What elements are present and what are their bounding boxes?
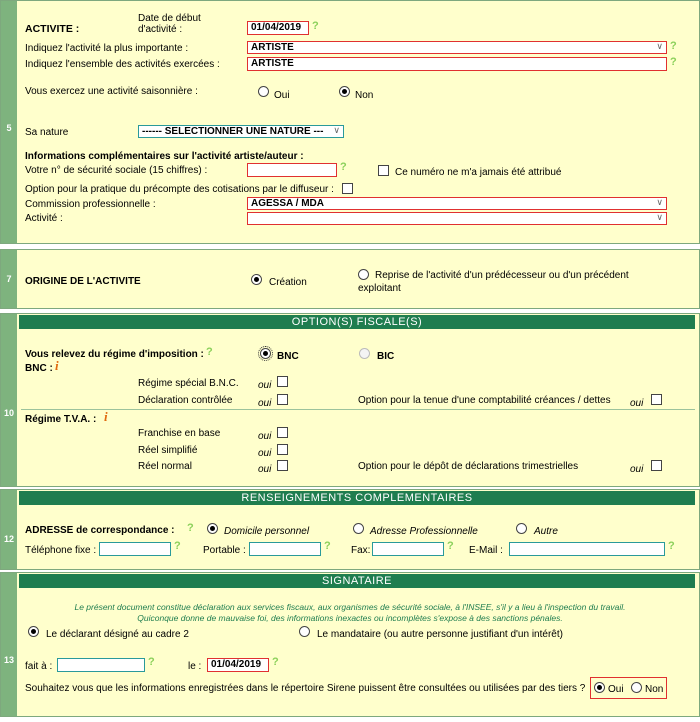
sirene-question: Souhaitez vous que les informations enregistrées dans le répertoire Sirene puissent être consultées ou utilisées par des tiers ?	[25, 683, 586, 694]
reel-simplifie-checkbox[interactable]	[277, 444, 288, 455]
reel-normal-checkbox[interactable]	[277, 460, 288, 471]
date-debut-label: Date de début	[138, 13, 201, 24]
reprise-label-2: exploitant	[358, 283, 401, 294]
oui-label: oui	[258, 398, 272, 409]
info-complementaires-label: Informations complémentaires sur l'activité artiste/auteur :	[25, 151, 304, 162]
oui-label: oui	[258, 431, 272, 442]
section-origine	[0, 249, 700, 309]
info-icon[interactable]: i	[55, 358, 59, 373]
fait-a-label: fait à :	[25, 661, 53, 672]
creation-label: Création	[269, 277, 307, 288]
adresse-label: ADRESSE de correspondance :	[25, 525, 175, 536]
info-icon[interactable]: i	[104, 409, 108, 424]
precompte-label: Option pour la pratique du précompte des cotisations par le diffuseur :	[25, 184, 334, 195]
section-renseignements	[0, 489, 700, 570]
oui-label: oui	[630, 464, 644, 475]
tel-fixe-label: Téléphone fixe :	[25, 545, 97, 556]
bic-radio[interactable]	[359, 348, 370, 359]
sirene-oui-radio[interactable]	[594, 682, 605, 693]
mandataire-radio[interactable]	[299, 626, 310, 637]
bnc-radio[interactable]	[260, 348, 271, 359]
fait-a-input[interactable]	[57, 658, 145, 672]
saisonniere-non-label: Non	[355, 90, 374, 101]
regime-special-checkbox[interactable]	[277, 376, 288, 387]
section-number: 13	[3, 655, 14, 665]
saisonniere-oui-label: Oui	[274, 90, 290, 101]
origine-label: ORIGINE DE L'ACTIVITE	[25, 276, 141, 287]
adresse-pro-radio[interactable]	[353, 523, 364, 534]
divider	[21, 409, 695, 410]
saisonniere-label: Vous exercez une activité saisonnière :	[25, 86, 198, 97]
section-number: 7	[6, 274, 12, 284]
date-debut-label-2: d'activité :	[138, 24, 183, 35]
reel-simplifie-label: Réel simplifié	[138, 445, 198, 456]
help-icon[interactable]: ?	[668, 540, 675, 552]
option-depot-checkbox[interactable]	[651, 460, 662, 471]
fax-label: Fax:	[351, 545, 371, 556]
section-strip	[1, 314, 17, 486]
section-number: 5	[6, 123, 12, 133]
activite-importante-value: ARTISTE	[251, 42, 294, 53]
oui-label: oui	[258, 464, 272, 475]
email-input[interactable]	[509, 542, 665, 556]
help-icon[interactable]: ?	[447, 540, 454, 552]
tva-label: Régime T.V.A. :	[25, 414, 97, 425]
activite-heading: ACTIVITE :	[25, 23, 80, 35]
activite2-select[interactable]	[247, 212, 667, 225]
declaration-controlee-label: Déclaration contrôlée	[138, 395, 233, 406]
signature-date-input[interactable]: 01/04/2019	[207, 658, 269, 672]
section-signataire	[0, 572, 700, 717]
email-label: E-Mail :	[469, 545, 503, 556]
help-icon[interactable]: ?	[312, 20, 319, 32]
section-activite	[0, 0, 700, 244]
autre-radio[interactable]	[516, 523, 527, 534]
section-band-title: SIGNATAIRE	[19, 574, 695, 588]
regime-special-label: Régime spécial B.N.C.	[138, 378, 239, 389]
secu-label: Votre n° de sécurité sociale (15 chiffres) :	[25, 165, 208, 176]
creation-radio[interactable]	[251, 274, 262, 285]
section-number: 10	[3, 408, 14, 418]
help-icon[interactable]: ?	[272, 656, 279, 668]
saisonniere-non-radio[interactable]	[339, 86, 350, 97]
le-label: le :	[188, 661, 202, 672]
oui-label: oui	[258, 448, 272, 459]
chevron-down-icon: ∨	[333, 125, 340, 135]
help-icon[interactable]: ?	[174, 540, 181, 552]
section-strip	[1, 1, 17, 243]
oui-label: oui	[258, 380, 272, 391]
declaration-controlee-checkbox[interactable]	[277, 394, 288, 405]
help-icon[interactable]: ?	[148, 656, 155, 668]
mandataire-label: Le mandataire (ou autre personne justifiant d'un intérêt)	[317, 629, 563, 640]
section-strip	[1, 490, 17, 569]
declarant-radio[interactable]	[28, 626, 39, 637]
nature-select[interactable]	[138, 125, 344, 138]
date-debut-input[interactable]: 01/04/2019	[247, 21, 309, 35]
portable-input[interactable]	[249, 542, 321, 556]
sirene-choice-group	[590, 677, 667, 699]
domicile-radio[interactable]	[207, 523, 218, 534]
sirene-non-label: Non	[645, 684, 664, 695]
franchise-checkbox[interactable]	[277, 427, 288, 438]
bnc-label: BNC :	[25, 363, 53, 374]
reprise-label: Reprise de l'activité d'un prédécesseur ou d'un précédent	[375, 270, 629, 281]
autre-label: Autre	[534, 526, 558, 537]
oui-label: oui	[630, 398, 644, 409]
portable-label: Portable :	[203, 545, 246, 556]
domicile-label: Domicile personnel	[224, 526, 310, 537]
help-icon[interactable]: ?	[340, 161, 347, 173]
section-strip	[1, 573, 17, 716]
nature-label: Sa nature	[25, 127, 69, 138]
reprise-radio[interactable]	[358, 269, 369, 280]
adresse-pro-label: Adresse Professionnelle	[370, 526, 478, 537]
declarant-label: Le déclarant désigné au cadre 2	[46, 629, 189, 640]
activite2-label: Activité :	[25, 213, 63, 224]
help-icon[interactable]: ?	[670, 40, 677, 52]
option-compta-checkbox[interactable]	[651, 394, 662, 405]
commission-select[interactable]	[247, 197, 667, 210]
activite-importante-select[interactable]	[247, 41, 667, 54]
commission-value: AGESSA / MDA	[251, 198, 324, 209]
help-icon[interactable]: ?	[187, 522, 194, 534]
commission-label: Commission professionnelle :	[25, 199, 156, 210]
sirene-non-radio[interactable]	[631, 682, 642, 693]
ensemble-activites-input[interactable]: ARTISTE	[247, 57, 667, 71]
reel-normal-label: Réel normal	[138, 461, 192, 472]
saisonniere-oui-radio[interactable]	[258, 86, 269, 97]
section-options-fiscales	[0, 313, 700, 487]
secu-input[interactable]	[247, 163, 337, 177]
nature-value: ------ SELECTIONNER UNE NATURE ---	[142, 126, 324, 137]
ensemble-activites-label: Indiquez l'ensemble des activités exercées :	[25, 59, 220, 70]
help-icon[interactable]: ?	[324, 540, 331, 552]
bnc-option-label: BNC	[277, 351, 299, 362]
option-compta-label: Option pour la tenue d'une comptabilité créances / dettes	[358, 395, 611, 406]
section-band-title: OPTION(S) FISCALE(S)	[19, 315, 695, 329]
help-icon[interactable]: ?	[670, 56, 677, 68]
legal-notice-line-2: Quiconque donne de mauvaise foi, des informations inexactes ou incomplètes s'expose à des sanctions pénales.	[137, 613, 563, 623]
help-icon[interactable]: ?	[206, 346, 213, 358]
section-number: 12	[3, 534, 14, 544]
section-band-title: RENSEIGNEMENTS COMPLEMENTAIRES	[19, 491, 695, 505]
chevron-down-icon: ∨	[656, 212, 663, 222]
activite-importante-label: Indiquez l'activité la plus importante :	[25, 43, 189, 54]
fax-input[interactable]	[372, 542, 444, 556]
regime-imposition-label: Vous relevez du régime d'imposition :	[25, 349, 204, 360]
chevron-down-icon: ∨	[656, 197, 663, 207]
legal-notice-line-1: Le présent document constitue déclaration aux services fiscaux, aux organismes de sécurité sociale, à l'INSEE, s'il y a lieu à l'inspection du travail.	[74, 602, 626, 612]
bic-option-label: BIC	[377, 351, 395, 362]
precompte-checkbox[interactable]	[342, 183, 353, 194]
jamais-attribue-label: Ce numéro ne m'a jamais été attribué	[395, 167, 562, 178]
option-depot-label: Option pour le dépôt de déclarations trimestrielles	[358, 461, 579, 472]
sirene-oui-label: Oui	[608, 684, 624, 695]
chevron-down-icon: ∨	[656, 41, 663, 51]
tel-fixe-input[interactable]	[99, 542, 171, 556]
franchise-label: Franchise en base	[138, 428, 221, 439]
jamais-attribue-checkbox[interactable]	[378, 165, 389, 176]
